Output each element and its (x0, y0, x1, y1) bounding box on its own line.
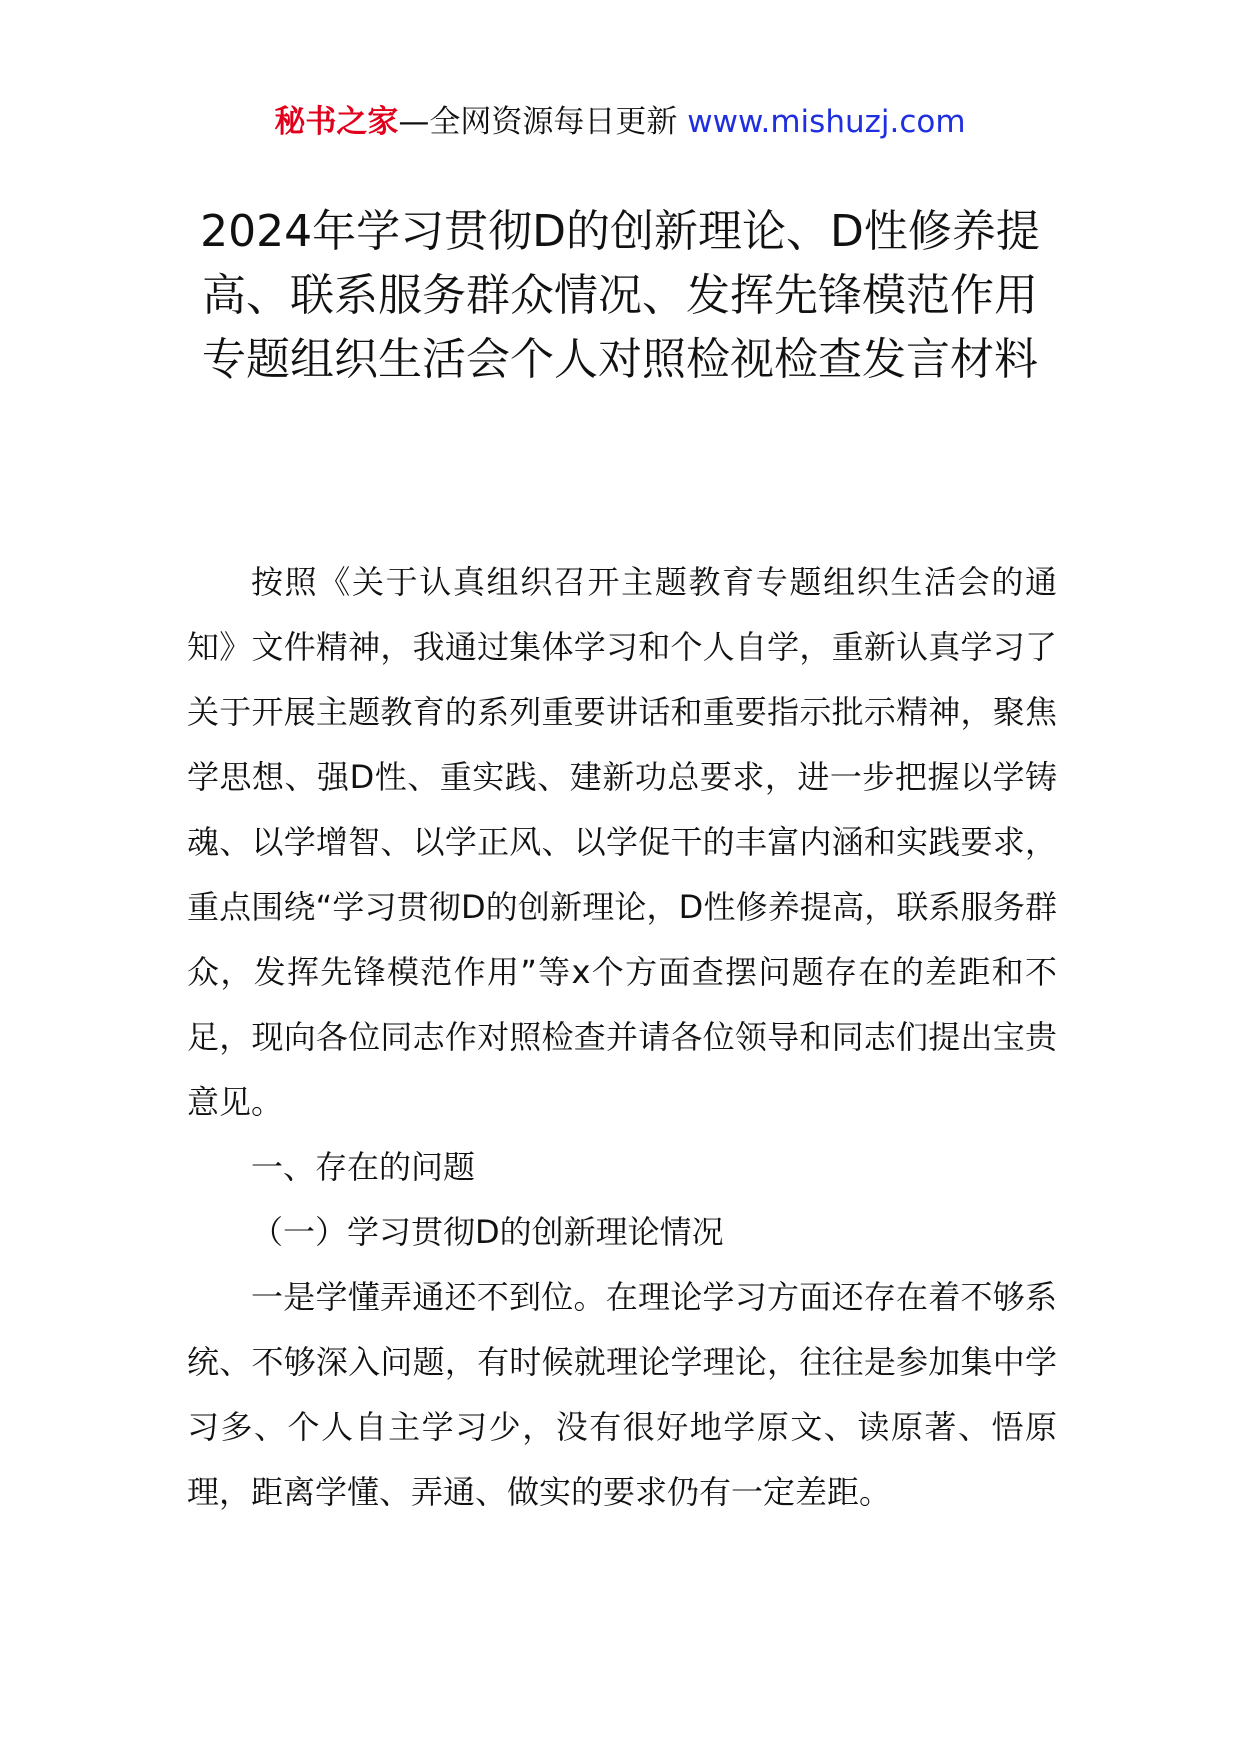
document-body (187, 550, 1057, 1525)
site-tagline: —全网资源每日更新 (398, 104, 688, 140)
subsection-heading: （一）学习贯彻D的创新理论情况 (251, 1213, 724, 1251)
site-url-link[interactable]: www.mishuzj.com (687, 104, 966, 140)
body-paragraph: 一是学懂弄通还不到位。在理论学习方面还存在着不够系统、不够深入问题，有时候就理论学理论，往往是参加集中学习多、个人自主学习少，没有很好地学原文、读原著、悟原理，距离学懂、弄通、做实的要求仍有一定差距。 (187, 1278, 1057, 1511)
site-header (0, 100, 1240, 144)
brand-name: 秘书之家 (274, 104, 399, 140)
intro-paragraph: 按照《关于认真组织召开主题教育专题组织生活会的通知》文件精神，我通过集体学习和个人自学，重新认真学习了关于开展主题教育的系列重要讲话和重要指示批示精神，聚焦学思想、强D性、重实践、建新功总要求，进一步把握以学铸魂、以学增智、以学正风、以学促干的丰富内涵和实践要求，重点围绕“学习贯彻D的创新理论，D性修养提高，联系服务群众，发挥先锋模范作用”等x个方面查摆问题存在的差距和不足，现向各位同志作对照检查并请各位领导和同志们提出宝贵意见。 (187, 563, 1057, 1121)
section-heading: 一、存在的问题 (251, 1148, 476, 1186)
document-title: 2024年学习贯彻D的创新理论、D性修养提高、联系服务群众情况、发挥先锋模范作用专题组织生活会个人对照检视检查发言材料 (200, 206, 1040, 385)
